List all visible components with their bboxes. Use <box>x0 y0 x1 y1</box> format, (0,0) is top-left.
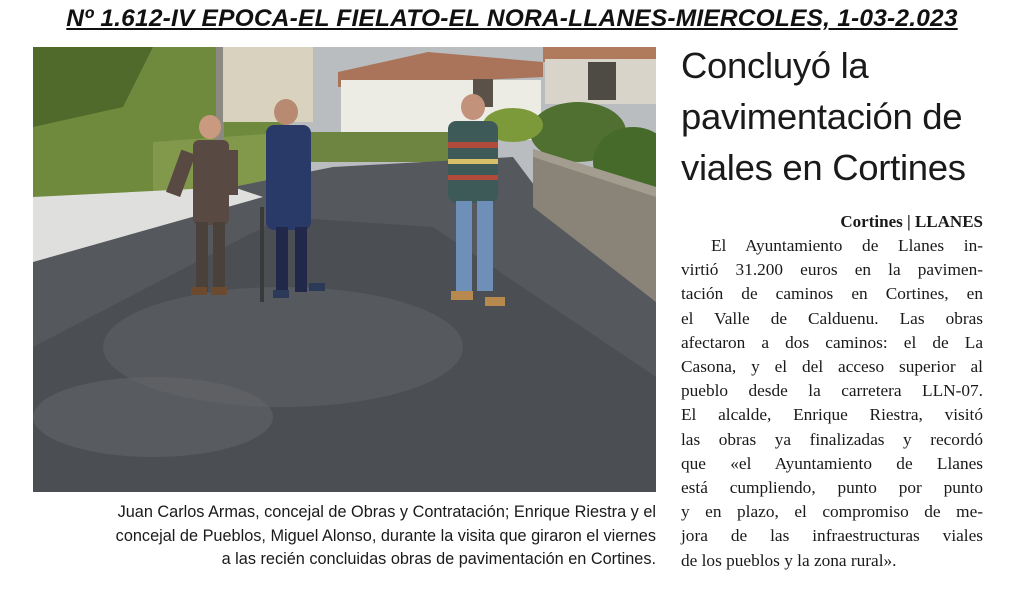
body-line: Casona, y el del acceso superior al <box>681 357 983 377</box>
body-line: está cumpliendo, punto por punto <box>681 478 983 498</box>
news-photo <box>33 47 656 492</box>
headline-line: pavimentación de <box>681 96 963 137</box>
body-line: pueblo desde la carretera LLN-07. <box>681 381 983 401</box>
body-line: virtió 31.200 euros en la pavimen- <box>681 260 983 280</box>
body-line: afectaron a dos caminos: el de La <box>681 332 983 352</box>
body-line: que «el Ayuntamiento de Llanes <box>681 453 983 473</box>
body-line: de los pueblos y la zona rural». <box>681 550 897 570</box>
article-byline: Cortines | LLANES <box>840 212 983 231</box>
newspaper-masthead: Nº 1.612-IV EPOCA-EL FIELATO-EL NORA-LLANES-MIERCOLES, 1-03-2.023 <box>66 5 958 32</box>
caption-line: a las recién concluidas obras de pavimentación en Cortines. <box>221 550 656 568</box>
caption-line: concejal de Pueblos, Miguel Alonso, durante la visita que giraron el viernes <box>115 526 656 545</box>
body-line: el Valle de Calduenu. Las obras <box>681 308 983 328</box>
photo-caption <box>33 501 656 572</box>
body-line: tación de caminos en Cortines, en <box>681 284 983 304</box>
body-line: y en plazo, el compromiso de me- <box>681 502 983 522</box>
body-line: las obras ya finalizadas y recordó <box>681 429 983 449</box>
headline-line: viales en Cortines <box>681 147 966 188</box>
body-line: El alcalde, Enrique Riestra, visitó <box>681 405 983 425</box>
body-line: El Ayuntamiento de Llanes in- <box>711 236 983 255</box>
headline-line: Concluyó la <box>681 45 869 86</box>
body-line: jora de las infraestructuras viales <box>681 526 983 546</box>
article-headline <box>681 40 1001 193</box>
caption-line: Juan Carlos Armas, concejal de Obras y Contratación; Enrique Riestra y el <box>117 503 656 521</box>
article-body <box>681 234 983 573</box>
